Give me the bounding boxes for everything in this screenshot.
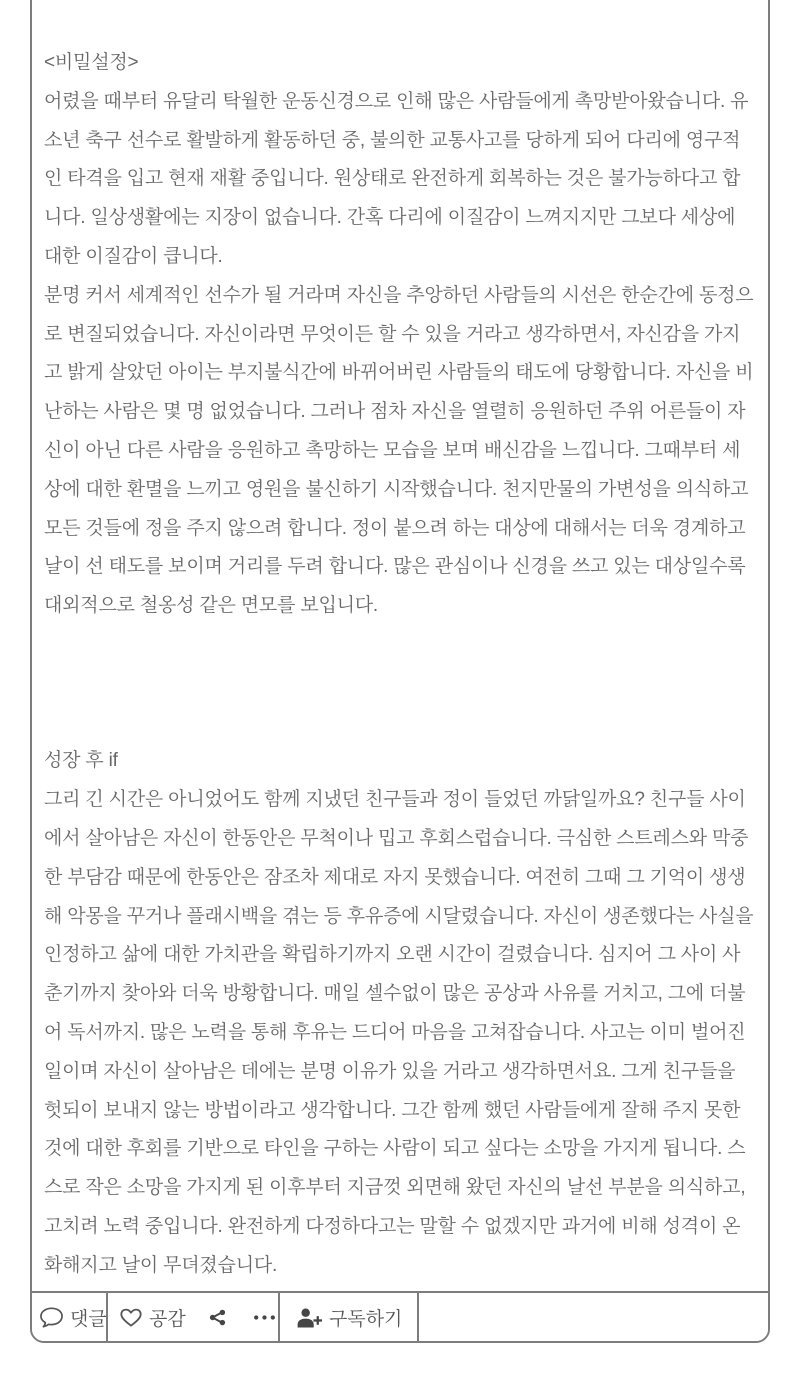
ellipsis-icon — [253, 1314, 276, 1321]
comment-button[interactable] — [32, 1293, 108, 1341]
post-footer — [32, 1291, 768, 1341]
post-card — [30, 0, 770, 1343]
subscribe-label: 구독하기 — [329, 1308, 403, 1330]
comment-label: 댓글 — [70, 1308, 107, 1330]
like-group — [108, 1293, 280, 1341]
subscribe-button[interactable] — [280, 1293, 419, 1341]
share-icon — [207, 1307, 228, 1328]
comment-icon — [39, 1306, 64, 1329]
like-label: 공감 — [149, 1308, 186, 1330]
post-body-text: <비밀설정> 어렸을 때부터 유달리 탁월한 운동신경으로 인해 많은 사람들에게 촉망받아왔습니다. 유소년 축구 선수로 활발하게 활동하던 중, 불의한 교통사고를 당하게 되어 다리에 영구적인 타격을 입고 현재 재활 중입니다. 원상태로 완전하게 회복하는 것은 불가능하다고 합니다. 일상생활에는 지장이 없습니다. 간혹 다리에 이질감이 느껴지지만 그보다 세상에 대한 이질감이 큽니다. 분명 커서 세계적인 선수가 될 거라며 자신을 추앙하던 사람들의 시선은 한순간에 동정으로 변질되었습니다. 자신이라면 무엇이든 할 수 있을 거라고 생각하면서, 자신감을 가지고 밝게 살았던 아이는 부지불식간에 바뀌어버린 사람들의 태도에 당황합니다. 자신을 비난하는 사람은 몇 명 없었습니다. 그러나 점차 자신을 열렬히 응원하던 주위 어른들이 자신이 아닌 다른 사람을 응원하고 촉망하는 모습을 보며 배신감을 느낍니다. 그때부터 세상에 대한 환멸을 느끼고 영원을 불신하기 시작했습니다. 천지만물의 가변성을 의식하고 모든 것들에 정을 주지 않으려 합니다. 정이 붙으려 하는 대상에 대해서는 더욱 경계하고 날이 선 태도를 보이며 거리를 두려 합니다. 많은 관심이나 신경을 쓰고 있는 대상일수록 대외적으로 철옹성 같은 면모를 보입니다. 성장 후 if 그리 긴 시간은 아니었어도 함께 지냈던 친구들과 정이 들었던 까닭일까요? 친구들 사이에서 살아남은 자신이 한동안은 무척이나 밉고 후회스럽습니다. 극심한 스트레스와 막중한 부담감 때문에 한동안은 잠조차 제대로 자지 못했습니다. 여전히 그때 그 기억이 생생해 악몽을 꾸거나 플래시백을 겪는 등 후유증에 시달렸습니다. 자신이 생존했다는 사실을 인정하고 삶에 대한 가치관을 확립하기까지 오랜 시간이 걸렸습니다. 심지어 그 사이 사춘기까지 찾아와 더욱 방황합니다. 매일 셀수없이 많은 공상과 사유를 거치고, 그에 더불어 독서까지. 많은 노력을 통해 후유는 드디어 마음을 고쳐잡습니다. 사고는 이미 벌어진 일이며 자신이 살아남은 데에는 분명 이유가 있을 거라고 생각하면서요. 그게 친구들을 헛되이 보내지 않는 방법이라고 생각합니다. 그간 함께 했던 사람들에게 잘해 주지 못한 것에 대한 후회를 기반으로 타인을 구하는 사람이 되고 싶다는 소망을 가지게 됩니다. 스스로 작은 소망을 가지게 된 이후부터 지금껏 외면해 왔던 자신의 날선 부분을 의식하고, 고치려 노력 중입니다. 완전하게 다정하다고는 말할 수 없겠지만 과거에 비해 성격이 온화해지고 날이 무뎌졌습니다. — [44, 52, 754, 1276]
share-button[interactable] — [207, 1307, 228, 1328]
person-add-icon — [296, 1306, 323, 1329]
heart-icon — [119, 1306, 143, 1328]
like-button[interactable] — [119, 1304, 186, 1331]
more-button[interactable] — [253, 1314, 276, 1321]
footer-spacer — [419, 1293, 768, 1341]
